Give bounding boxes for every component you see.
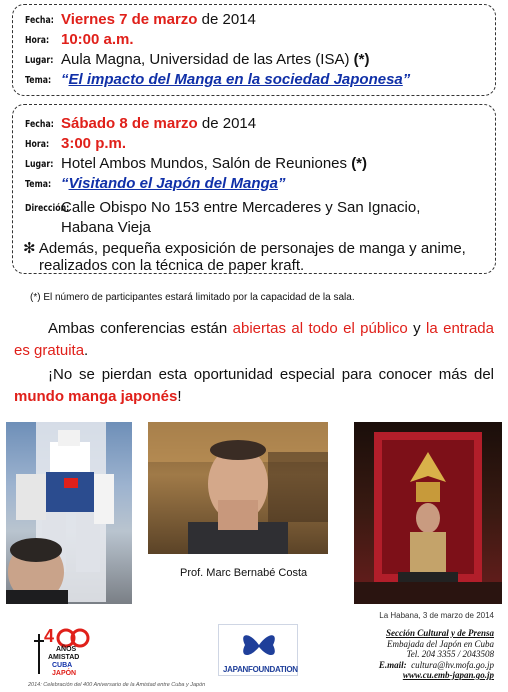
event2-tema-link[interactable]: Visitando el Japón del Manga [68, 175, 278, 192]
professor-caption: Prof. Marc Bernabé Costa [180, 567, 308, 579]
event2-lugar-text: Hotel Ambos Mundos, Salón de Reuniones [61, 155, 352, 172]
event2-fecha-day: Sábado 8 de marzo [61, 115, 198, 132]
throne-photo [354, 422, 502, 604]
para2-c: ! [177, 388, 182, 405]
event2-fecha [61, 115, 256, 132]
event1-hora: 10:00 a.m. [61, 31, 134, 48]
event1-fecha-day: Viernes 7 de marzo [61, 11, 198, 28]
contact-email-label: E.mail: [378, 659, 407, 670]
professor-photo [148, 422, 328, 554]
para1-free-entry: la entrada es gratuita [14, 320, 494, 359]
event2-fecha-label: Fecha: [25, 119, 54, 130]
event2-tema-open: “ [61, 175, 69, 192]
event2-tema-label: Tema: [25, 179, 52, 190]
contact-line2: Embajada del Japón en Cuba [387, 638, 494, 649]
butterfly-icon [219, 625, 299, 665]
event2-hora: 3:00 p.m. [61, 135, 127, 152]
event2-tema-close: ” [277, 175, 286, 192]
event1-lugar-text: Aula Magna, Universidad de las Artes (ISA) [61, 51, 354, 68]
para1-open-public: abiertas al todo el público [232, 320, 408, 337]
contact-block [379, 628, 494, 681]
para1-c: y [407, 320, 427, 337]
event1-lugar-mark: (*) [353, 51, 370, 68]
event2-direccion-2: Habana Vieja [61, 219, 151, 236]
event2-lugar-mark: (*) [351, 155, 368, 172]
event2-lugar-label: Lugar: [25, 159, 54, 170]
contact-web[interactable]: www.cu.emb-japan.go.jp [402, 670, 494, 680]
para1-e: . [84, 342, 89, 359]
capacity-note: (*) El número de participantes estará limitado por la capacidad de la sala. [30, 292, 355, 303]
para2-manga: mundo manga japonés [14, 388, 178, 405]
anniversary-logo [26, 628, 96, 680]
event2-extra-1: ✻ Además, pequeña exposición de personajes de manga y anime, [23, 240, 466, 257]
event2-tema [61, 175, 285, 192]
paragraph-invitation [14, 364, 494, 408]
event-box-2 [12, 104, 496, 274]
gundam-photo-art [6, 422, 132, 604]
para2-a: ¡No se pierdan esta oportunidad especial para conocer más del [48, 366, 494, 383]
event2-extra-2: realizados con la técnica de paper kraft. [39, 257, 305, 274]
japan-foundation-logo [218, 624, 298, 676]
logo-amistad: AMISTAD [48, 654, 80, 661]
event1-tema-open: “ [61, 71, 69, 88]
event2-direccion-1: Calle Obispo No 153 entre Mercaderes y San Ignacio, [61, 199, 421, 216]
paragraph-free-entry [14, 318, 494, 362]
japan-foundation-text: JAPANFOUNDATION [223, 665, 298, 674]
throne-photo-art [354, 422, 502, 604]
logo-japon: JAPÓN [52, 670, 77, 677]
event2-hora-label: Hora: [25, 139, 50, 150]
event1-tema-close: ” [402, 71, 411, 88]
logo-anos: AÑOS [56, 646, 77, 653]
logo-number: 4 [44, 626, 55, 646]
event1-tema-label: Tema: [25, 75, 52, 86]
event1-fecha [61, 11, 256, 28]
contact-email-row [379, 660, 494, 671]
event1-fecha-year: de 2014 [197, 11, 256, 28]
para1-a: Ambas conferencias están [48, 320, 233, 337]
issue-date: La Habana, 3 de marzo de 2014 [379, 611, 494, 620]
contact-line1: Sección Cultural y de Prensa [385, 628, 494, 638]
professor-photo-art [148, 422, 328, 554]
contact-line3: Tel. 204 3355 / 2043508 [406, 649, 494, 659]
event1-tema [61, 71, 410, 88]
event2-direccion-label: Dirección: [25, 203, 70, 214]
contact-email[interactable]: cultura@hv.mofa.go.jp [411, 659, 494, 670]
event2-fecha-year: de 2014 [197, 115, 257, 132]
gundam-photo [6, 422, 132, 604]
event1-tema-link[interactable]: El impacto del Manga en la sociedad Japonesa [68, 71, 403, 88]
event1-lugar [61, 51, 369, 68]
anniversary-footnote: 2014: Celebración del 400 Aniversario de la Amistad entre Cuba y Japón [28, 682, 206, 688]
event1-lugar-label: Lugar: [25, 55, 54, 66]
event-box-1 [12, 4, 496, 96]
event2-lugar [61, 155, 367, 172]
logo-cuba: CUBA [52, 662, 73, 669]
event1-hora-label: Hora: [25, 35, 50, 46]
event1-fecha-label: Fecha: [25, 15, 54, 26]
